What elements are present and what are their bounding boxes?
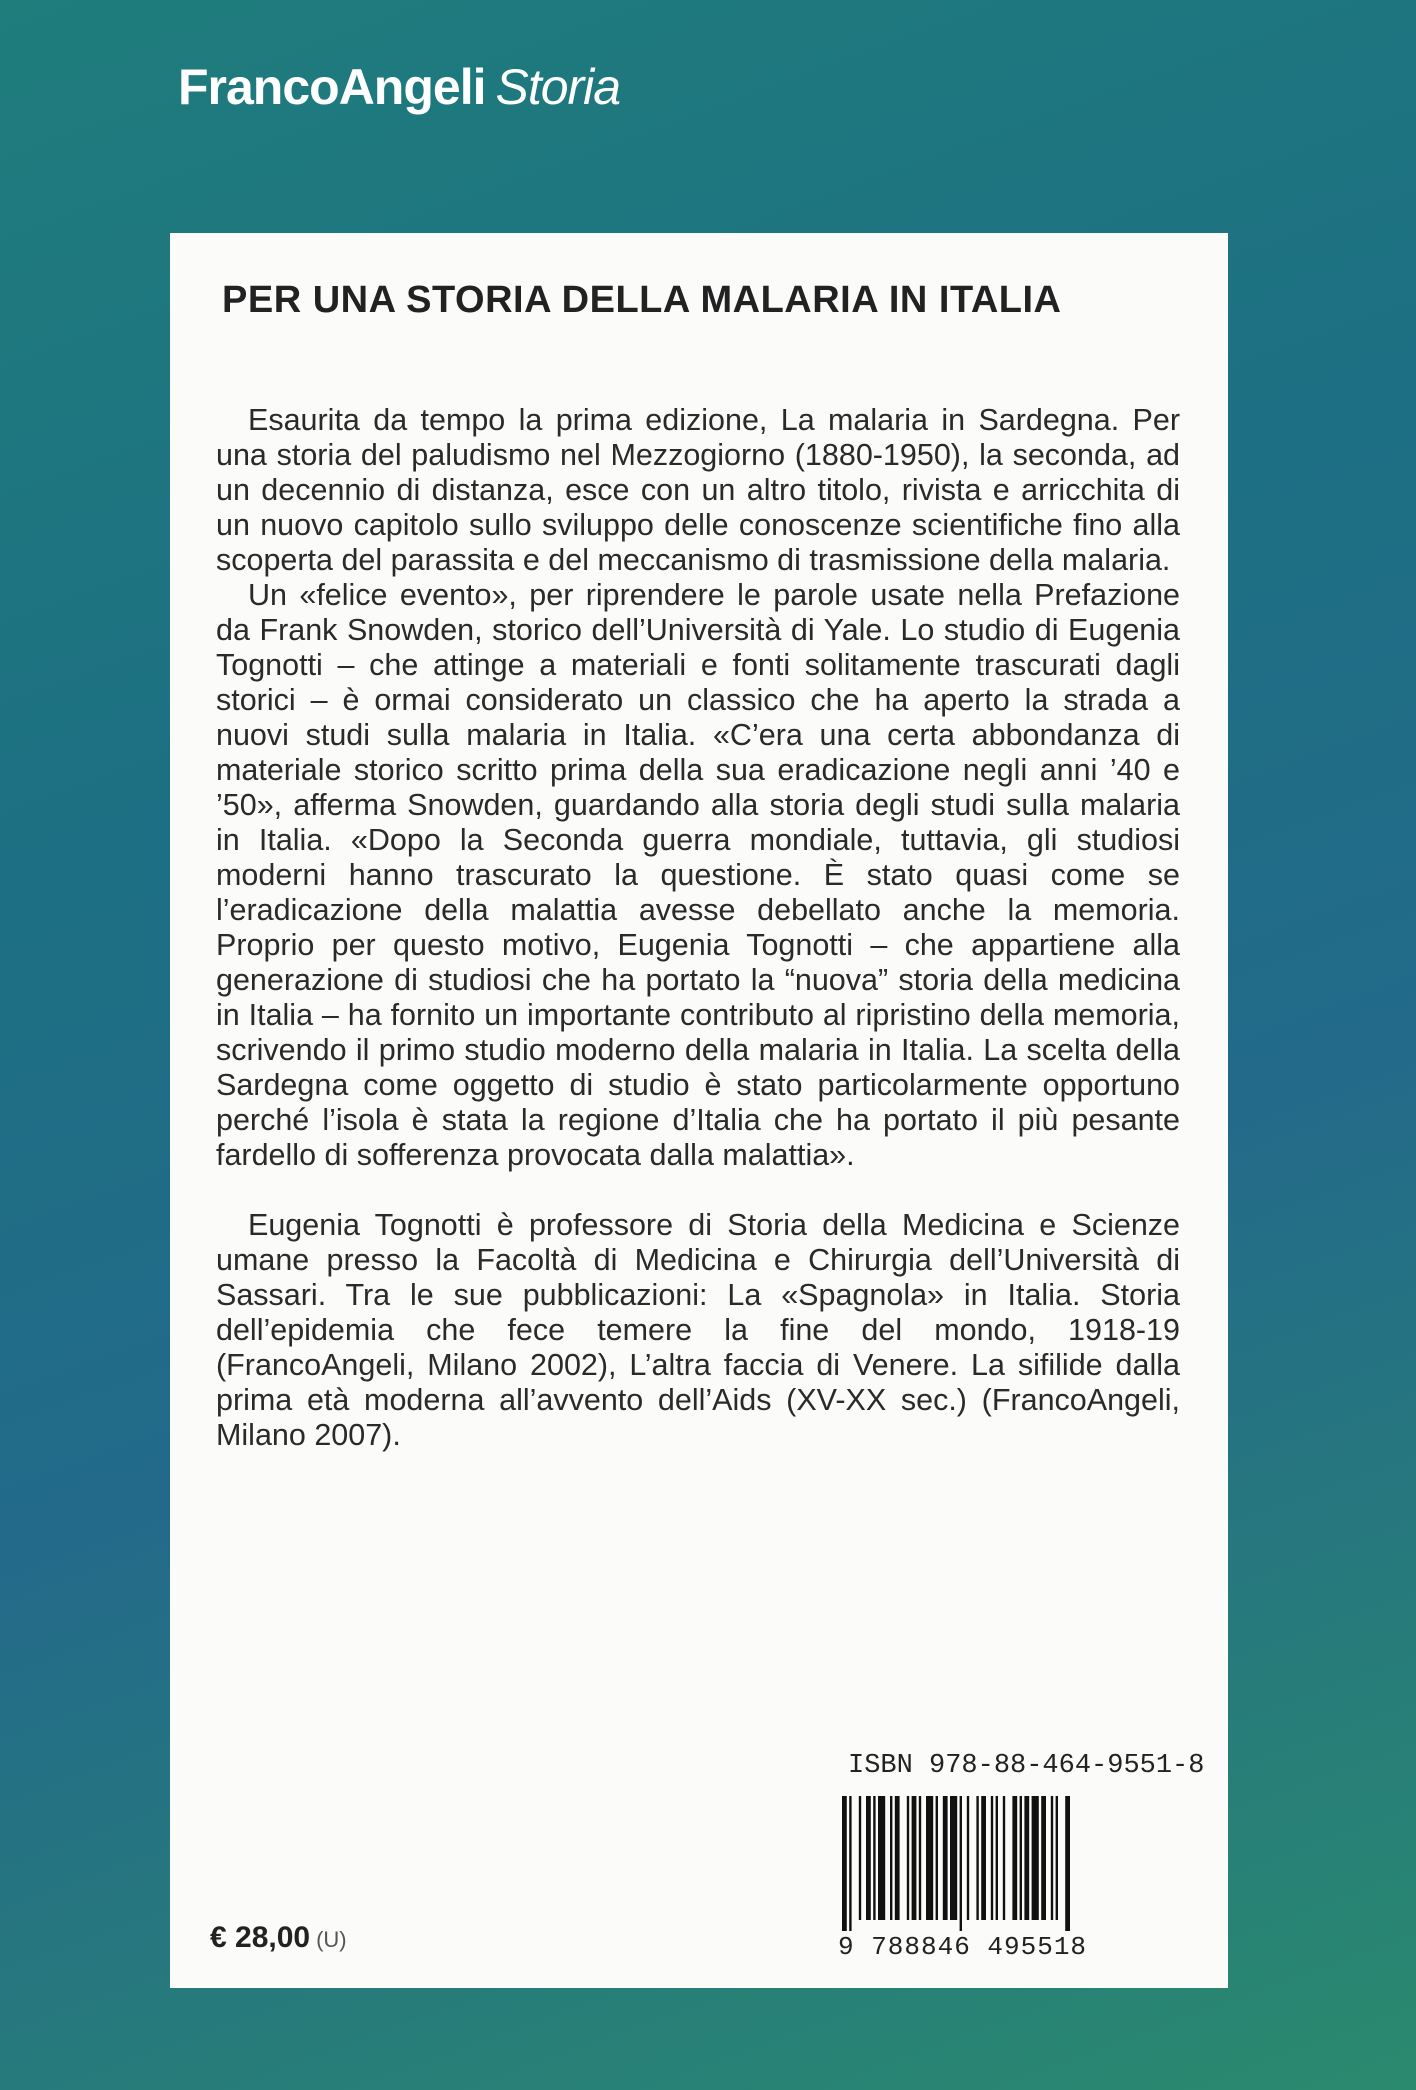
book-title: PER UNA STORIA DELLA MALARIA IN ITALIA — [222, 279, 1062, 321]
isbn-label: ISBN 978-88-464-9551-8 — [848, 1751, 1205, 1781]
description-paragraph-1: Esaurita da tempo la prima edizione, La malaria in Sardegna. Per una storia del paludismo nel Mezzogiorno (1880-1950), la seconda, ad un decennio di distanza, esce con un altro titolo, rivista e arricchita di un nuovo capitolo sullo sviluppo delle conoscenze scientifiche fino alla scoperta del parassita e del meccanismo di trasmissione della malaria. — [216, 403, 1180, 577]
back-cover-panel — [170, 233, 1228, 1988]
price-code: (U) — [316, 1927, 347, 1952]
price-amount: € 28,00 — [210, 1921, 311, 1954]
price — [210, 1921, 347, 1955]
publisher-logo — [178, 58, 620, 116]
author-bio: Eugenia Tognotti è professore di Storia della Medicina e Scienze umane presso la Facoltà di Medicina e Chirurgia dell’Università di Sassari. Tra le sue pubblicazioni: La «Spagnola» in Italia. Storia dell’epidemia che fece temere la fine del mondo, 1918-19 (FrancoAngeli, Milano 2002), L’altra faccia di Venere. La sifilide dalla prima età moderna all’avvento dell’Aids (XV-XX sec.) (FrancoAngeli, Milano 2007). — [216, 1208, 1180, 1452]
barcode-digits: 9 788846 495518 — [838, 1932, 1088, 1962]
publisher-name: FrancoAngeli — [178, 59, 486, 115]
barcode-image — [840, 1796, 1140, 1931]
book-description — [216, 403, 1180, 1453]
description-paragraph-2: Un «felice evento», per riprendere le parole usate nella Prefazione da Frank Snowden, storico dell’Università di Yale. Lo studio di Eugenia Tognotti – che attinge a materiali e fonti solitamente trascurati dagli storici – è ormai considerato un classico che ha aperto la strada a nuovi studi sulla malaria in Italia. «C’era una certa abbondanza di materiale storico scritto prima della sua eradicazione negli anni ’40 e ’50», afferma Snowden, guardando alla storia degli studi sulla malaria in Italia. «Dopo la Seconda guerra mondiale, tuttavia, gli studiosi moderni hanno trascurato la questione. È stato quasi come se l’eradicazione della malattia avesse debellato anche la memoria. Proprio per questo motivo, Eugenia Tognotti – che appartiene alla generazione di studiosi che ha portato la “nuova” storia della medicina in Italia – ha fornito un importante contributo al ripristino della memoria, scrivendo il primo studio moderno della malaria in Italia. La scelta della Sardegna come oggetto di studio è stato particolarmente opportuno perché l’isola è stata la regione d’Italia che ha portato il più pesante fardello di sofferenza provocata dalla malattia». — [216, 578, 1180, 1172]
series-name: Storia — [495, 59, 621, 115]
